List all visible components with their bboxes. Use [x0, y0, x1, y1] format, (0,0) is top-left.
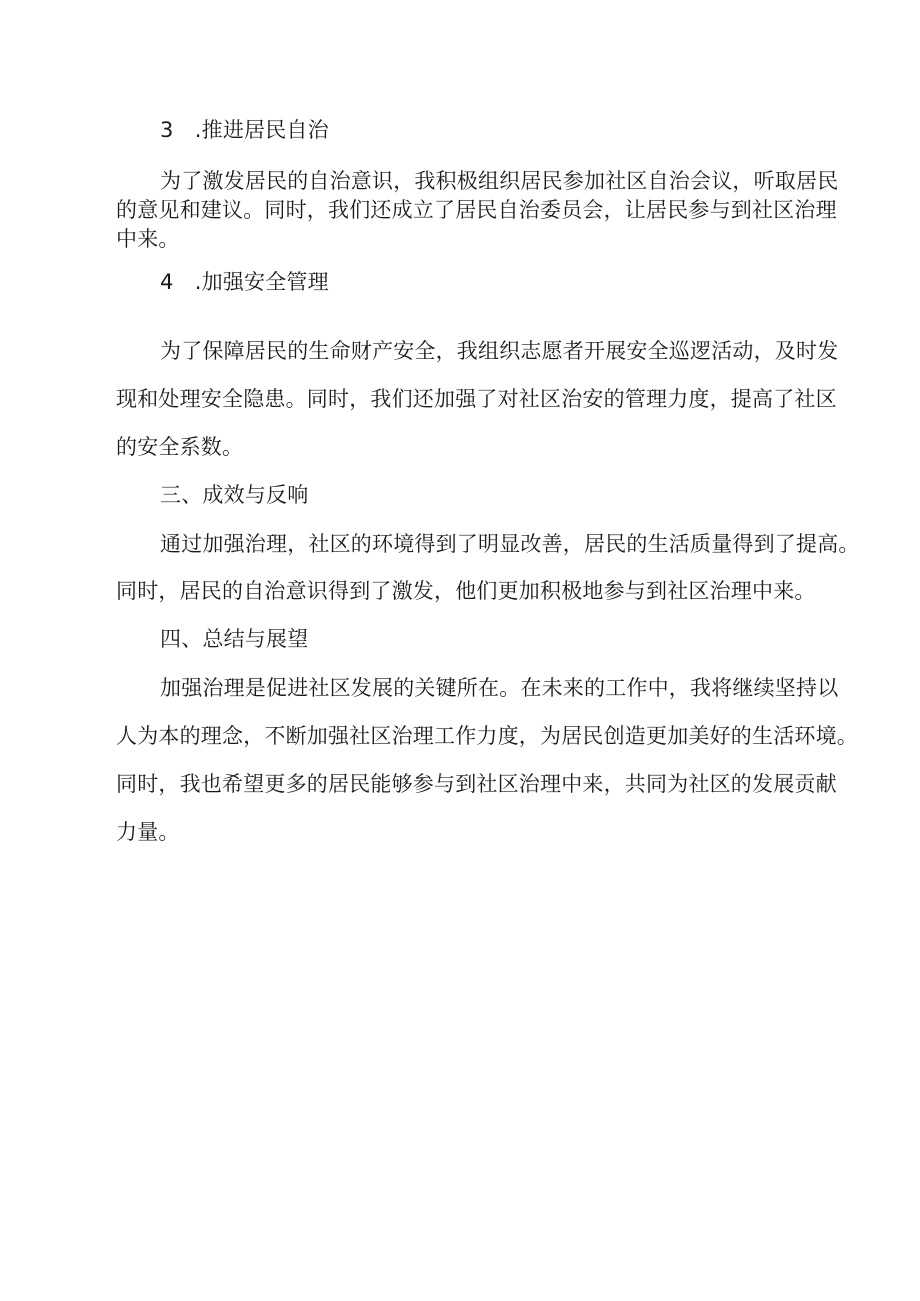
paragraph-line: 的意见和建议。同时，我们还成立了居民自治委员会，让居民参与到社区治理: [116, 198, 837, 222]
paragraph-line: 的安全系数。: [116, 435, 244, 459]
section-results-heading: 三、成效与反响: [160, 483, 309, 507]
paragraph-line: 力量。: [116, 820, 180, 844]
paragraph-line: 加强治理是促进社区发展的关键所在。在未来的工作中，我将继续坚持以: [160, 676, 839, 700]
paragraph-line: 通过加强治理，社区的环境得到了明显改善，居民的生活质量得到了提高。: [160, 532, 860, 556]
paragraph-line: 人为本的理念，不断加强社区治理工作力度，为居民创造更加美好的生活环境。: [116, 724, 858, 748]
paragraph-line: 为了保障居民的生命财产安全，我组织志愿者开展安全巡逻活动，及时发: [160, 339, 839, 363]
paragraph-line: 为了激发居民的自治意识，我积极组织居民参加社区自治会议，听取居民: [160, 169, 839, 193]
section-4-heading: 4 .加强安全管理: [160, 270, 329, 294]
paragraph-line: 现和处理安全隐患。同时，我们还加强了对社区治安的管理力度，提高了社区: [116, 387, 837, 411]
paragraph-line: 同时，居民的自治意识得到了激发，他们更加积极地参与到社区治理中来。: [116, 579, 816, 603]
section-3-heading: 3 .推进居民自治: [160, 118, 329, 142]
paragraph-line: 中来。: [116, 227, 180, 251]
section-summary-heading: 四、总结与展望: [160, 627, 309, 651]
paragraph-line: 同时，我也希望更多的居民能够参与到社区治理中来，共同为社区的发展贡献: [116, 772, 837, 796]
